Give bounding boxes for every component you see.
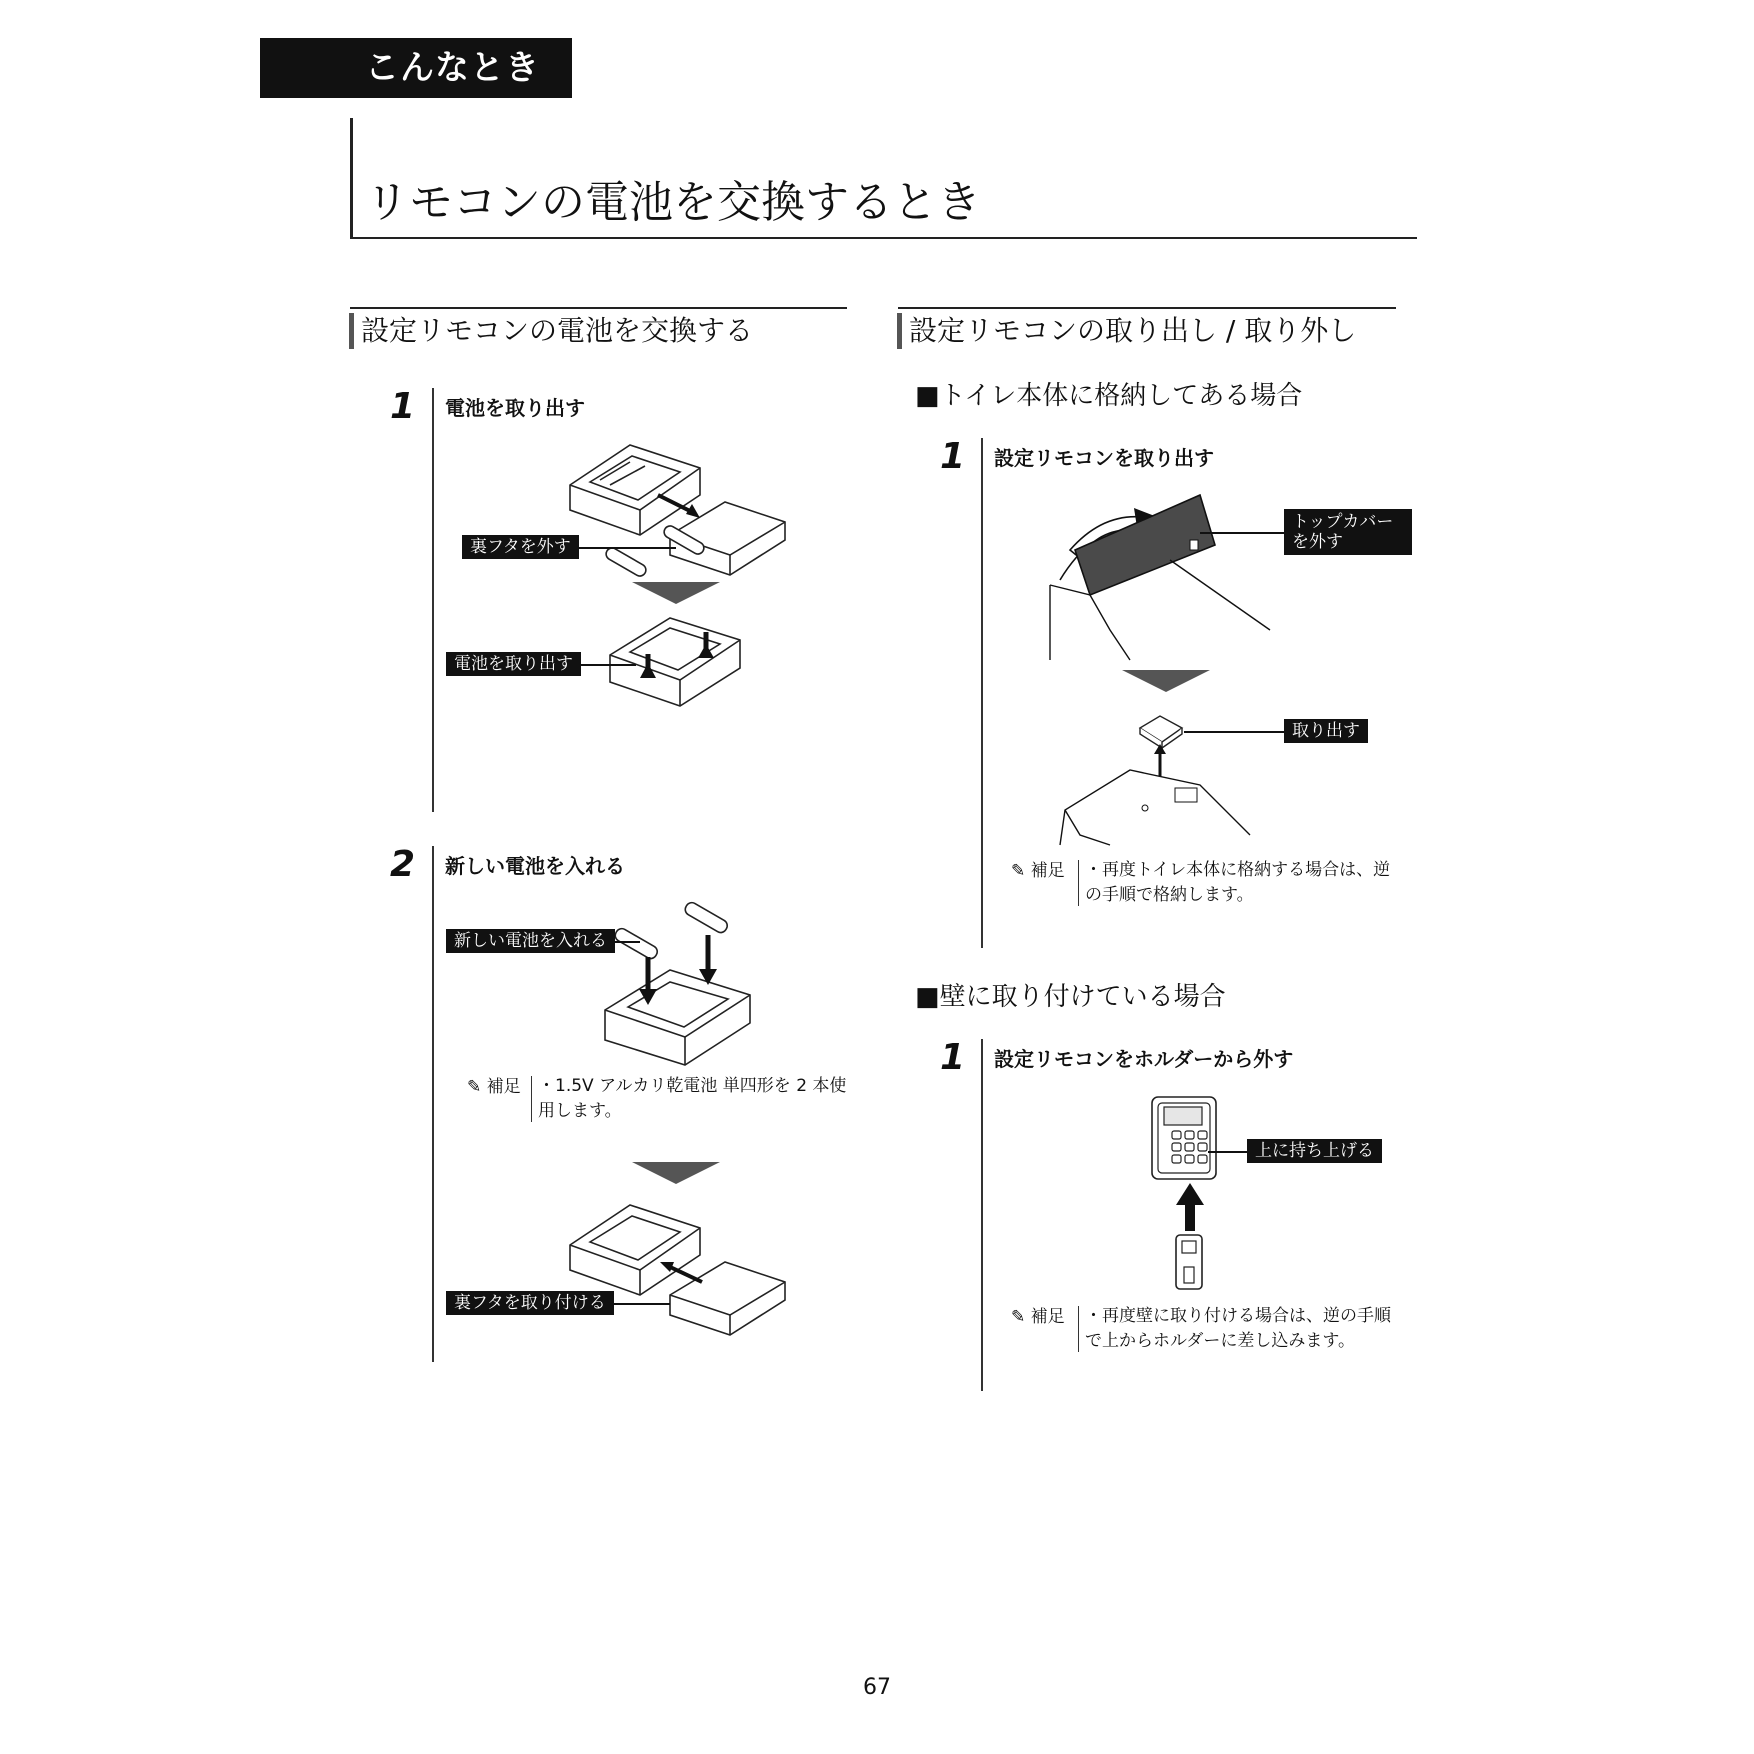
case1-note-separator	[1078, 860, 1079, 906]
case2-note-head-label: 補足	[1030, 1307, 1065, 1327]
chapter-tag: こんなときは	[260, 38, 572, 98]
leader-remove-cover	[576, 547, 676, 549]
leader-insert-battery	[610, 941, 640, 943]
case2-title: ■壁に取り付けている場合	[915, 982, 1226, 1012]
insert-battery-illustration	[600, 895, 800, 1075]
left-step2-line	[432, 846, 434, 1362]
case1-note-head	[1011, 859, 1065, 883]
left-note-text: ・1.5V アルカリ乾電池 単四形を 2 本使用します。	[538, 1076, 847, 1121]
title-horizontal-rule	[350, 237, 1417, 239]
case1-note-head-label: 補足	[1030, 861, 1065, 881]
leader-attach-cover	[608, 1303, 670, 1305]
label-top-cover: トップカバーを外す	[1284, 509, 1412, 555]
left-step2-number: 2	[389, 844, 415, 885]
label-take-out: 取り出す	[1284, 719, 1368, 743]
case1-step-number: 1	[939, 436, 965, 477]
case1-note-text: ・再度トイレ本体に格納する場合は、逆の手順で格納します。	[1085, 860, 1391, 905]
left-section-rule	[350, 307, 847, 309]
left-step2-title: 新しい電池を入れる	[445, 854, 625, 878]
case1-step-title: 設定リモコンを取り出す	[994, 446, 1214, 470]
title-vertical-rule	[350, 118, 353, 238]
case1-step-line	[981, 438, 983, 948]
case1-title: ■トイレ本体に格納してある場合	[915, 381, 1303, 411]
case2-step-number: 1	[939, 1037, 965, 1078]
leader-remove-battery	[576, 664, 636, 666]
case2-note-text: ・再度壁に取り付ける場合は、逆の手順で上からホルダーに差し込みます。	[1085, 1306, 1391, 1351]
left-step1-number: 1	[389, 386, 415, 427]
case2-note-head	[1011, 1305, 1065, 1329]
case2-note-separator	[1078, 1306, 1079, 1352]
right-section-marker	[897, 313, 902, 349]
left-section-title: 設定リモコンの電池を交換する	[361, 314, 754, 347]
label-insert-battery: 新しい電池を入れる	[446, 929, 615, 953]
case2-step-line	[981, 1039, 983, 1391]
leader-take-out	[1184, 731, 1284, 733]
pencil-icon: ✎	[1011, 861, 1026, 881]
page-number: 67	[863, 1675, 891, 1700]
label-attach-cover: 裏フタを取り付ける	[446, 1291, 614, 1315]
case2-step-title: 設定リモコンをホルダーから外す	[994, 1047, 1294, 1071]
label-remove-cover: 裏フタを外す	[462, 535, 579, 559]
remote-open-back-illustration	[560, 440, 800, 780]
pencil-icon: ✎	[467, 1077, 482, 1097]
left-step1-line	[432, 388, 434, 812]
right-section-title: 設定リモコンの取り出し / 取り外し	[909, 314, 1357, 347]
down-arrow-3	[1122, 670, 1210, 692]
label-remove-battery: 電池を取り出す	[446, 652, 581, 676]
remote-attach-back-illustration	[560, 1200, 800, 1340]
left-note-head-label: 補足	[486, 1077, 521, 1097]
leader-top-cover	[1200, 532, 1284, 534]
left-step1-title: 電池を取り出す	[445, 396, 585, 420]
page-title: リモコンの電池を交換するとき	[365, 177, 981, 228]
left-note-head	[467, 1075, 521, 1099]
left-note-separator	[531, 1076, 532, 1122]
leader-lift-up	[1208, 1151, 1247, 1153]
label-lift-up: 上に持ち上げる	[1247, 1139, 1382, 1163]
left-section-marker	[349, 313, 354, 349]
pencil-icon: ✎	[1011, 1307, 1026, 1327]
right-section-rule	[898, 307, 1396, 309]
wall-remote-holder-illustration	[1150, 1095, 1250, 1295]
down-arrow-1	[632, 582, 720, 604]
down-arrow-2	[632, 1162, 720, 1184]
